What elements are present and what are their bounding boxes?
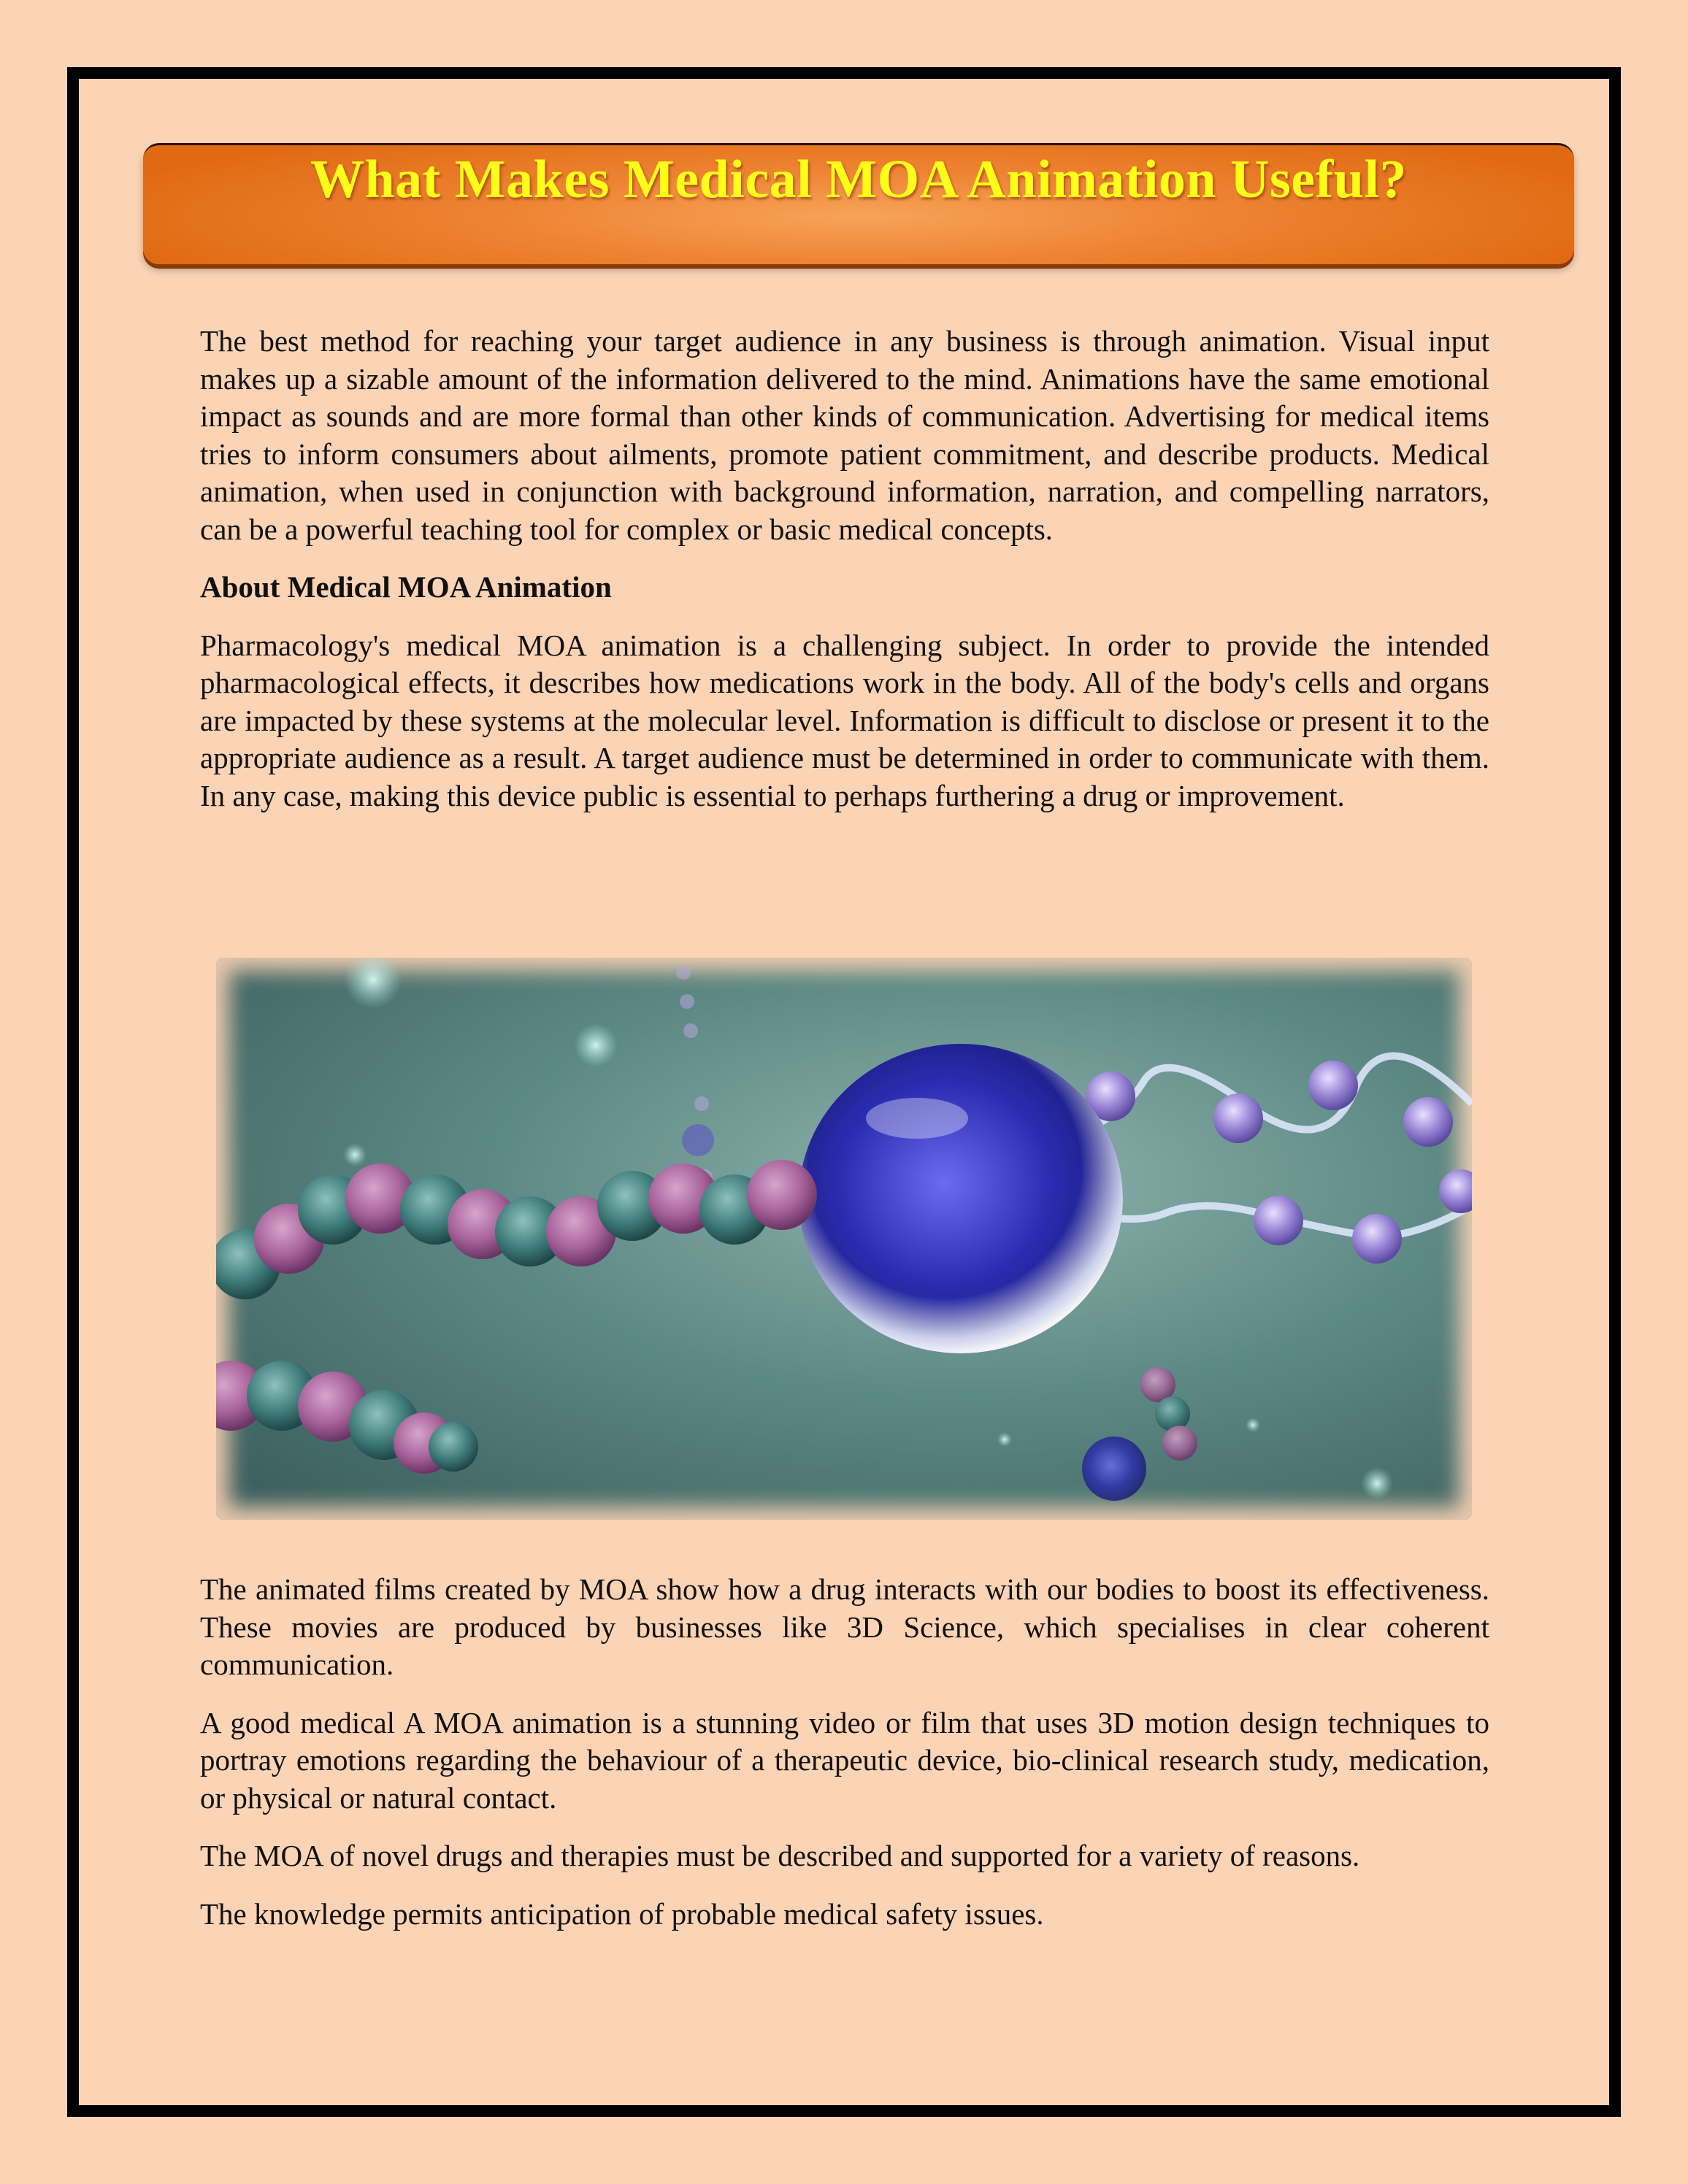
- page-title: What Makes Medical MOA Animation Useful?: [310, 150, 1408, 210]
- molecule-illustration: [216, 958, 1472, 1520]
- intro-paragraph: The best method for reaching your target audience in any business is through animation. Visual input makes up a sizable amount of the information delivered to the mind. Animations have the same emotional impact as sounds and are more formal than other kinds of communication. Advertising for medical items tries to inform consumers about ailments, promote patient commitment, and describe products. Medical animation, when used in conjunction with background information, narration, and compelling narrators, can be a powerful teaching tool for complex or basic medical concepts.: [200, 324, 1489, 546]
- title-banner: [143, 143, 1574, 264]
- films-paragraph: The animated films created by MOA show how a drug interacts with our bodies to boost its effectiveness. These movies are produced by businesses like 3D Science, which specialises in clear coherent communication.: [200, 1572, 1489, 1681]
- novel-drugs-paragraph: The MOA of novel drugs and therapies must be described and supported for a variety of reasons.: [200, 1839, 1360, 1872]
- article-body-bottom: [200, 1571, 1489, 1933]
- article-body-top: [200, 323, 1489, 815]
- about-paragraph: Pharmacology's medical MOA animation is a challenging subject. In order to provide the intended pharmacological effects, it describes how medications work in the body. All of the body's cells and organs are impacted by these systems at the molecular level. Information is difficult to disclose or present it to the appropriate audience as a result. A target audience must be determined in order to communicate with them. In any case, making this device public is essential to perhaps furthering a drug or improvement.: [200, 628, 1489, 812]
- molecule-illustration-graphic: [216, 958, 1472, 1520]
- section-heading: About Medical MOA Animation: [200, 570, 612, 604]
- knowledge-paragraph: The knowledge permits anticipation of probable medical safety issues.: [200, 1896, 1044, 1931]
- good-animation-paragraph: A good medical A MOA animation is a stunning video or film that uses 3D motion design techniques to portray emotions regarding the behaviour of a therapeutic device, bio-clinical research study, medication, or physical or natural contact.: [200, 1705, 1489, 1815]
